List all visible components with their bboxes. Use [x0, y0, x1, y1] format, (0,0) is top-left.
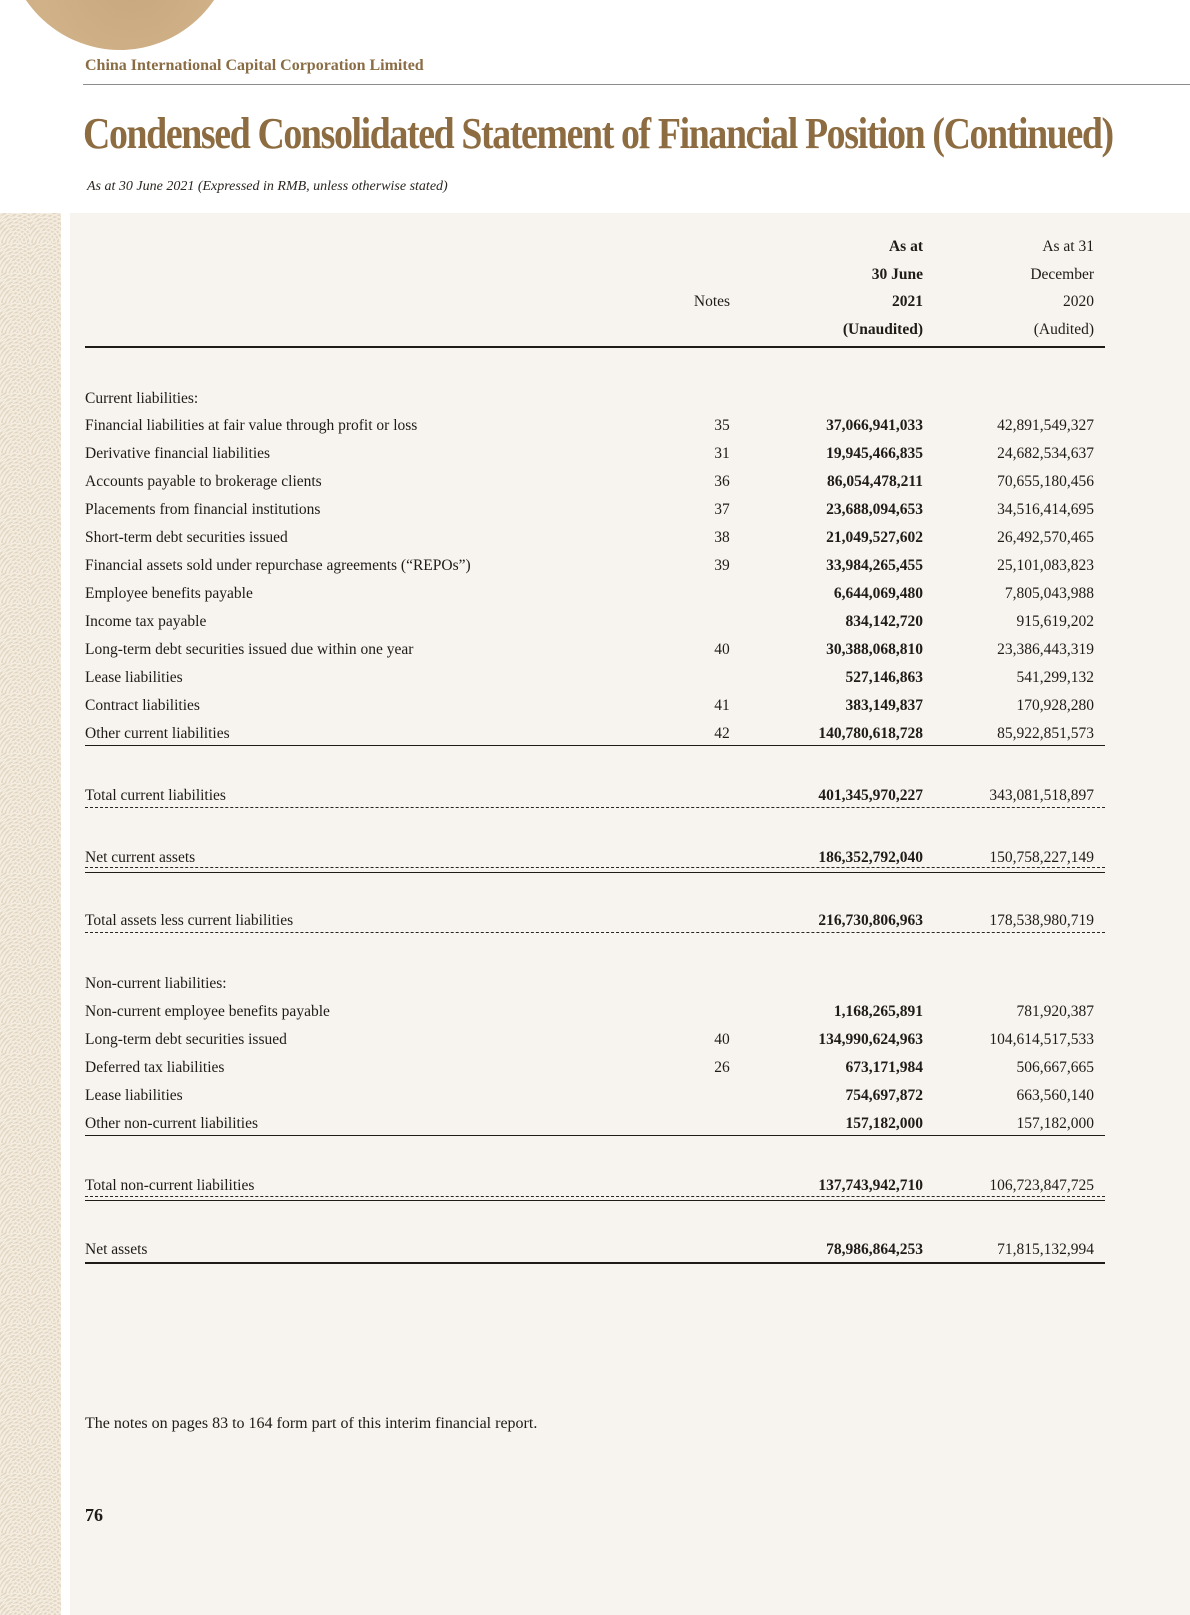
row-value-2021: 30,388,068,810: [826, 641, 923, 658]
row-value-2020: 26,492,570,465: [997, 529, 1094, 546]
column-header-notes: Notes: [693, 293, 731, 310]
header-rule: [83, 84, 1190, 85]
row-label: Contract liabilities: [85, 697, 200, 714]
row-note: 37: [714, 501, 730, 518]
company-name: China International Capital Corporation Limited: [85, 57, 424, 74]
row-value-2021: 86,054,478,211: [826, 473, 923, 490]
row-value-2021: 383,149,837: [845, 697, 923, 714]
row-value-2021: 157,182,000: [845, 1115, 923, 1132]
row-value-2021: 401,345,970,227: [818, 787, 923, 804]
table-row: [0, 664, 1190, 691]
row-label: Long-term debt securities issued: [85, 1031, 287, 1048]
table-row: [0, 907, 1190, 934]
row-label: Total non-current liabilities: [85, 1177, 255, 1194]
table-row: [0, 998, 1190, 1025]
row-value-2020: 178,538,980,719: [989, 912, 1094, 929]
row-label: Accounts payable to brokerage clients: [85, 473, 322, 490]
page-title: Condensed Consolidated Statement of Financial Position (Continued): [83, 109, 1113, 158]
table-row: [0, 496, 1190, 523]
row-value-2020: 85,922,851,573: [997, 725, 1094, 742]
row-label: Other non-current liabilities: [85, 1115, 259, 1132]
page-number: 76: [85, 1505, 103, 1525]
column-header-prior-line: (Audited): [1033, 320, 1094, 338]
table-row: [0, 608, 1190, 635]
row-note: 35: [714, 417, 730, 434]
row-value-2021: 137,743,942,710: [818, 1177, 923, 1194]
row-note: 31: [714, 445, 730, 462]
row-value-2021: 754,697,872: [845, 1087, 923, 1104]
row-note: 40: [714, 641, 730, 658]
column-header-current-line: 30 June: [871, 265, 923, 283]
row-value-2021: 527,146,863: [845, 669, 923, 686]
table-row: [0, 1172, 1190, 1199]
row-value-2020: 541,299,132: [1016, 669, 1094, 686]
row-value-2020: 506,667,665: [1016, 1059, 1094, 1076]
table-row: [0, 468, 1190, 495]
row-value-2020: 781,920,387: [1016, 1003, 1094, 1020]
row-note: 38: [714, 529, 730, 546]
row-value-2020: 7,805,043,988: [1004, 585, 1094, 602]
table-row: [0, 1026, 1190, 1053]
row-label: Non-current liabilities:: [85, 975, 227, 992]
column-header-current-line: 2021: [892, 293, 923, 310]
table-row: [0, 1110, 1190, 1137]
table-row: [0, 552, 1190, 579]
row-value-2020: 34,516,414,695: [997, 501, 1094, 518]
row-value-2020: 104,614,517,533: [989, 1031, 1094, 1048]
row-label: Employee benefits payable: [85, 585, 253, 602]
table-row: [0, 524, 1190, 551]
column-header-prior-line: As at 31: [1042, 238, 1094, 255]
decorative-disc: [5, 0, 235, 50]
row-note: 42: [714, 725, 730, 742]
row-note: 41: [714, 697, 730, 714]
row-value-2021: 19,945,466,835: [826, 445, 923, 462]
row-value-2020: 25,101,083,823: [997, 557, 1094, 574]
row-value-2021: 37,066,941,033: [826, 417, 923, 434]
row-note: 36: [714, 473, 730, 490]
table-row: [0, 782, 1190, 809]
total-rule-dashed: [85, 932, 1105, 933]
row-value-2021: 1,168,265,891: [833, 1003, 923, 1020]
row-value-2020: 42,891,549,327: [997, 417, 1094, 434]
total-rule-dashed: [85, 807, 1105, 808]
total-rule-dashed: [85, 867, 1105, 868]
row-value-2020: 915,619,202: [1016, 613, 1094, 630]
row-value-2020: 23,386,443,319: [997, 641, 1094, 658]
table-row: [0, 692, 1190, 719]
column-header-current: [843, 233, 923, 343]
row-value-2021: 834,142,720: [845, 613, 923, 630]
row-label: Financial liabilities at fair value through profit or loss: [85, 417, 418, 434]
total-rule-solid: [85, 1200, 1105, 1201]
column-header-prior-line: 2020: [1063, 293, 1094, 310]
total-rule-dashed: [85, 1196, 1105, 1197]
row-value-2021: 23,688,094,653: [826, 501, 923, 518]
row-note: 39: [714, 557, 730, 574]
row-value-2020: 24,682,534,637: [997, 445, 1094, 462]
row-value-2021: 186,352,792,040: [818, 849, 923, 866]
column-header-current-line: (Unaudited): [842, 320, 923, 338]
row-value-2021: 21,049,527,602: [826, 529, 923, 546]
row-value-2021: 134,990,624,963: [818, 1031, 923, 1048]
final-rule: [85, 1262, 1105, 1264]
row-label: Net current assets: [85, 849, 196, 866]
table-row: [0, 412, 1190, 439]
row-value-2021: 6,644,069,480: [833, 585, 923, 602]
row-label: Current liabilities:: [85, 390, 199, 407]
row-value-2020: 170,928,280: [1016, 697, 1094, 714]
header-underline: [85, 346, 1105, 348]
row-value-2021: 216,730,806,963: [818, 912, 923, 929]
row-value-2021: 78,986,864,253: [826, 1241, 923, 1258]
row-value-2021: 140,780,618,728: [818, 725, 923, 742]
row-value-2020: 70,655,180,456: [997, 473, 1094, 490]
table-row: [0, 385, 1190, 412]
table-row: [0, 970, 1190, 997]
row-note: 26: [714, 1059, 730, 1076]
row-value-2020: 663,560,140: [1016, 1087, 1094, 1104]
table-row: [0, 1082, 1190, 1109]
row-label: Derivative financial liabilities: [85, 445, 271, 462]
total-rule-solid: [85, 872, 1105, 873]
row-value-2021: 673,171,984: [845, 1059, 923, 1076]
footnote: The notes on pages 83 to 164 form part of this interim financial report.: [85, 1415, 538, 1432]
row-label: Financial assets sold under repurchase agreements (“REPOs”): [85, 557, 471, 574]
row-label: Total assets less current liabilities: [85, 912, 294, 929]
table-row: [0, 636, 1190, 663]
row-label: Total current liabilities: [85, 787, 226, 804]
row-label: Long-term debt securities issued due within one year: [85, 641, 414, 658]
row-label: Lease liabilities: [85, 1087, 183, 1104]
table-row: [0, 1236, 1190, 1263]
row-value-2020: 157,182,000: [1016, 1115, 1094, 1132]
row-label: Placements from financial institutions: [85, 501, 321, 518]
page-subtitle: As at 30 June 2021 (Expressed in RMB, unless otherwise stated): [87, 179, 448, 194]
row-value-2020: 343,081,518,897: [989, 787, 1094, 804]
column-header-prior: [1030, 233, 1094, 343]
row-label: Deferred tax liabilities: [85, 1059, 225, 1076]
row-label: Other current liabilities: [85, 725, 230, 742]
column-header-prior-line: December: [1030, 265, 1094, 283]
row-label: Lease liabilities: [85, 669, 183, 686]
row-value-2020: 106,723,847,725: [989, 1177, 1094, 1194]
table-row: [0, 440, 1190, 467]
column-header-current-line: As at: [888, 238, 923, 255]
row-note: 40: [714, 1031, 730, 1048]
row-value-2021: 33,984,265,455: [826, 557, 923, 574]
table-row: [0, 1054, 1190, 1081]
table-row: [0, 720, 1190, 747]
subtotal-rule: [85, 1135, 1105, 1136]
row-label: Non-current employee benefits payable: [85, 1003, 330, 1020]
subtotal-rule: [85, 745, 1105, 746]
row-value-2020: 150,758,227,149: [989, 849, 1094, 866]
row-label: Net assets: [85, 1241, 148, 1258]
row-label: Short-term debt securities issued: [85, 529, 288, 546]
row-value-2020: 71,815,132,994: [997, 1241, 1094, 1258]
table-row: [0, 580, 1190, 607]
row-label: Income tax payable: [85, 613, 207, 630]
